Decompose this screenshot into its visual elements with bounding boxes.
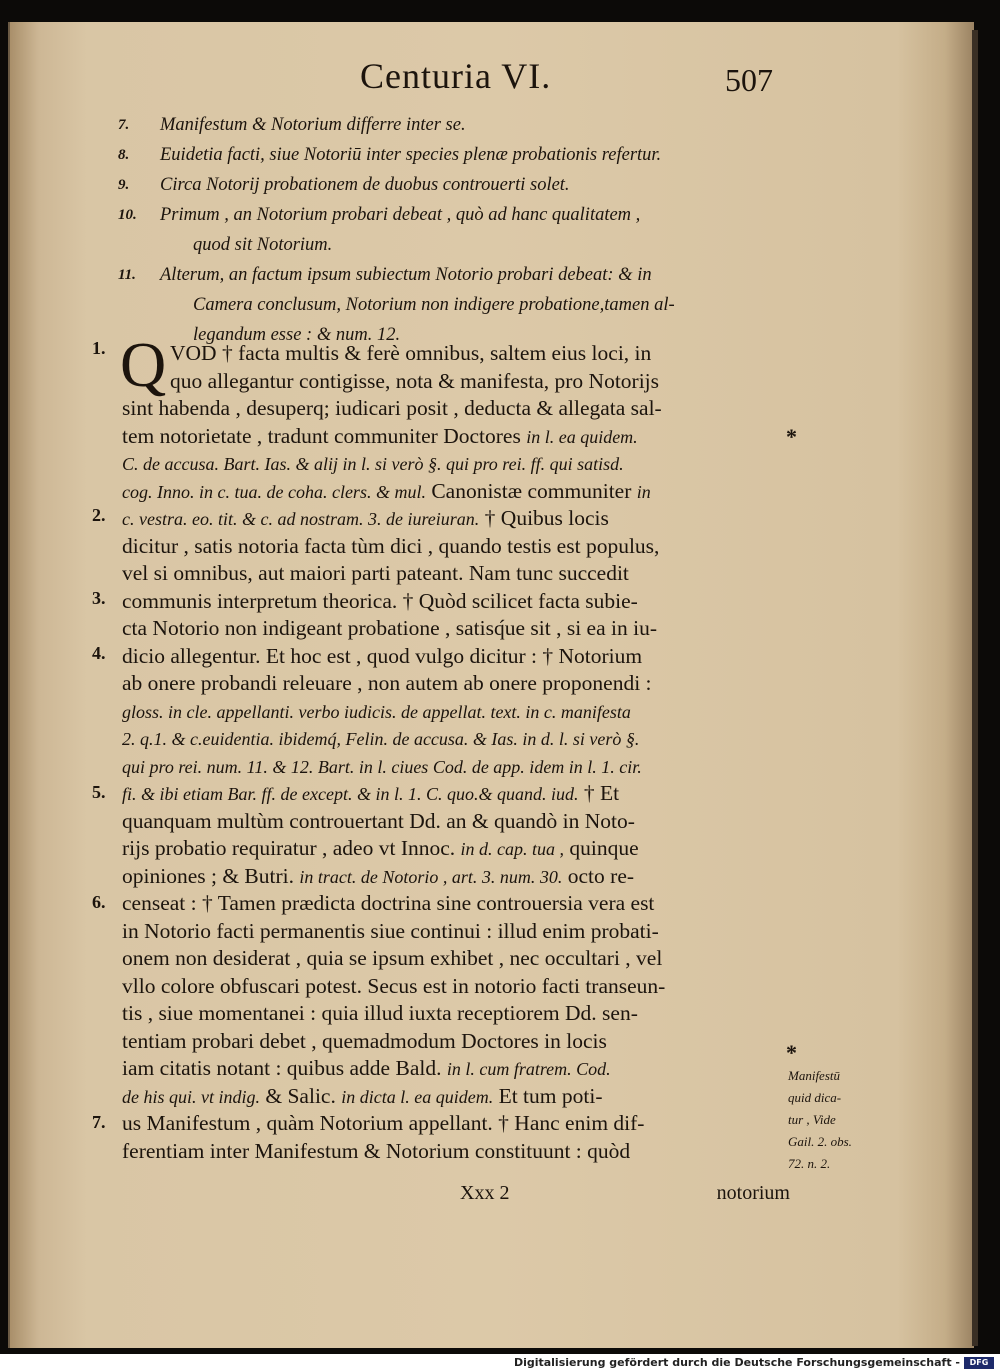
margin-number-6: 6. bbox=[92, 892, 106, 912]
roman-text: † Quibus locis bbox=[479, 506, 609, 530]
body-text bbox=[122, 340, 782, 1165]
marginal-note-line: tur , Vide bbox=[788, 1112, 836, 1127]
summary-number: 11. bbox=[118, 267, 136, 283]
summary-line: Manifestum & Notorium differre inter se. bbox=[160, 115, 466, 135]
italic-citation: qui pro rei. num. 11. & 12. Bart. in l. ciues Cod. de app. idem in l. 1. cir. bbox=[122, 756, 642, 777]
body-line bbox=[122, 560, 782, 588]
roman-text: Canonistæ communiter bbox=[425, 478, 637, 503]
summary-line: quod sit Notorium. bbox=[193, 235, 333, 255]
body-line bbox=[122, 835, 782, 863]
summary-line: Euidetia facti, siue Notoriū inter species plenæ probationis refertur. bbox=[160, 145, 662, 165]
body-line bbox=[122, 615, 782, 643]
marginal-note-line: quid dica- bbox=[788, 1090, 842, 1105]
roman-text: & Salic. bbox=[260, 1083, 342, 1108]
summary-item bbox=[118, 200, 798, 260]
margin-number-1: 1. bbox=[92, 338, 106, 358]
roman-text: ferentiam inter Manifestum & Notorium constituunt : quòd bbox=[122, 1138, 631, 1163]
italic-citation: gloss. in cle. appellanti. verbo iudicis. de appellat. text. in c. manifesta bbox=[122, 701, 631, 722]
body-line bbox=[122, 918, 782, 946]
summary-text bbox=[160, 110, 798, 140]
body-line bbox=[122, 753, 782, 781]
roman-text: us Manifestum , quàm Notorium appellant. † Hanc enim dif- bbox=[122, 1111, 645, 1135]
body-line bbox=[122, 1028, 782, 1056]
body-line bbox=[122, 423, 782, 451]
body-line bbox=[122, 863, 782, 891]
body-line bbox=[122, 478, 782, 506]
summary-item bbox=[118, 170, 798, 200]
running-head: Centuria VI. bbox=[360, 56, 552, 96]
drop-cap: Q bbox=[120, 329, 167, 400]
italic-citation: in bbox=[636, 481, 651, 502]
roman-text: quo allegantur contigisse, nota & manifesta, pro Notorijs bbox=[170, 368, 660, 393]
summary-text bbox=[160, 200, 798, 260]
body-line bbox=[122, 395, 782, 423]
roman-text: dicitur , satis notoria facta tùm dici , quando testis est populus, bbox=[122, 533, 660, 558]
roman-text: vllo colore obfuscari potest. Secus est in notorio facti transeun- bbox=[122, 973, 666, 998]
catchword: notorium bbox=[716, 1182, 790, 1204]
body-line bbox=[122, 725, 782, 753]
roman-text: tem notorietate , tradunt communiter Doctores bbox=[122, 423, 527, 448]
summary-text bbox=[160, 260, 798, 350]
summary-text bbox=[160, 170, 798, 200]
body-line bbox=[122, 340, 782, 368]
roman-text: quanquam multùm controuertant Dd. an & quandò in Noto- bbox=[122, 808, 635, 833]
funding-credit: Digitalisierung gefördert durch die Deutsche Forschungsgemeinschaft - bbox=[513, 1356, 960, 1369]
roman-text: Et tum poti- bbox=[493, 1083, 603, 1108]
body-line bbox=[122, 588, 782, 616]
italic-citation: in dicta l. ea quidem. bbox=[341, 1086, 494, 1107]
margin-number-5: 5. bbox=[92, 782, 106, 802]
chapter-summary bbox=[118, 110, 798, 350]
italic-citation: c. vestra. eo. tit. & c. ad nostram. 3. de iureiuran. bbox=[122, 509, 480, 529]
body-line bbox=[122, 670, 782, 698]
italic-citation: 2. q.1. & c.euidentia. ibidemq́, Felin. de accusa. & Ias. in d. l. si verò §. bbox=[122, 729, 640, 749]
roman-text: ab onere probandi releuare , non autem ab onere proponendi : bbox=[122, 671, 652, 695]
summary-item bbox=[118, 110, 798, 140]
summary-number: 10. bbox=[118, 207, 137, 223]
margin-number-3: 3. bbox=[92, 588, 106, 608]
roman-text: tis , siue momentanei : quia illud iuxta receptiorem Dd. sen- bbox=[122, 1001, 638, 1025]
roman-text: sint habenda , desuperq; iudicari posit , deducta & allegata sal- bbox=[122, 396, 662, 420]
italic-citation: fi. & ibi etiam Bar. ff. de except. & in l. 1. C. quo.& quand. iud. bbox=[122, 784, 579, 804]
page-edge bbox=[972, 30, 978, 1346]
roman-text: censeat : † Tamen prædicta doctrina sine controuersia vera est bbox=[122, 891, 655, 915]
roman-text: rijs probatio requiratur , adeo vt Innoc. bbox=[122, 836, 461, 860]
summary-line: Camera conclusum, Notorium non indigere probatione,tamen al- bbox=[193, 295, 675, 315]
summary-line: Alterum, an factum ipsum subiectum Notorio probari debeat: & in bbox=[160, 265, 652, 285]
body-line bbox=[122, 1110, 782, 1138]
margin-asterisk: * bbox=[786, 1040, 797, 1065]
body-line bbox=[122, 1000, 782, 1028]
summary-item bbox=[118, 260, 798, 350]
body-line bbox=[122, 945, 782, 973]
roman-text: dicio allegentur. Et hoc est , quod vulgo dicitur : † Notorium bbox=[122, 643, 643, 668]
roman-text: cta Notorio non indigeant probatione , satisq́ue sit , si ea in iu- bbox=[122, 616, 658, 640]
italic-citation: C. de accusa. Bart. Ias. & alij in l. si verò §. qui pro rei. ff. qui satisd. bbox=[122, 454, 624, 474]
body-line bbox=[122, 450, 782, 478]
marginal-note bbox=[788, 1065, 870, 1175]
body-line bbox=[122, 643, 782, 671]
roman-text: VOD † facta multis & ferè omnibus, saltem eius loci, in bbox=[170, 341, 652, 365]
body-line bbox=[122, 1138, 782, 1166]
body-line bbox=[122, 780, 782, 808]
body-line bbox=[122, 808, 782, 836]
digitization-footer bbox=[0, 1354, 1000, 1372]
roman-text: octo re- bbox=[562, 863, 635, 888]
summary-number: 9. bbox=[118, 177, 130, 193]
roman-text: quinque bbox=[564, 836, 639, 860]
margin-number-7: 7. bbox=[92, 1112, 106, 1132]
roman-text: tentiam probari debet , quemadmodum Doctores in locis bbox=[122, 1028, 607, 1053]
marginal-note-line: Gail. 2. obs. bbox=[788, 1134, 852, 1149]
body-line bbox=[122, 505, 782, 533]
summary-line: Primum , an Notorium probari debeat , quò ad hanc qualitatem , bbox=[160, 205, 641, 225]
margin-asterisk: * bbox=[786, 424, 797, 449]
body-line bbox=[122, 1055, 782, 1083]
marginal-note-line: 72. n. 2. bbox=[788, 1156, 831, 1171]
summary-number: 7. bbox=[118, 117, 130, 133]
dfg-logo-icon: DFG bbox=[964, 1357, 994, 1369]
italic-citation: in tract. de Notorio , art. 3. num. 30. bbox=[299, 866, 563, 887]
margin-number-4: 4. bbox=[92, 643, 106, 663]
body-line bbox=[122, 890, 782, 918]
margin-number-2: 2. bbox=[92, 505, 106, 525]
roman-text: onem non desiderat , quia se ipsum exhibet , nec occultari , vel bbox=[122, 946, 663, 970]
roman-text: in Notorio facti permanentis siue continui : illud enim probati- bbox=[122, 918, 659, 943]
italic-citation: in l. cum fratrem. Cod. bbox=[446, 1059, 611, 1079]
italic-citation: de his qui. vt indig. bbox=[122, 1086, 260, 1107]
body-line bbox=[122, 698, 782, 726]
body-line bbox=[122, 533, 782, 561]
roman-text: opiniones ; & Butri. bbox=[122, 863, 300, 888]
body-line bbox=[122, 1083, 782, 1111]
italic-citation: in l. ea quidem. bbox=[526, 426, 638, 447]
italic-citation: cog. Inno. in c. tua. de coha. clers. & mul. bbox=[122, 481, 426, 502]
signature-mark: Xxx 2 bbox=[460, 1182, 510, 1204]
summary-text bbox=[160, 140, 798, 170]
page-number: 507 bbox=[725, 62, 773, 98]
body-line bbox=[122, 973, 782, 1001]
summary-number: 8. bbox=[118, 147, 130, 163]
body-line bbox=[122, 368, 782, 396]
marginal-note-line: Manifestū bbox=[788, 1068, 840, 1083]
summary-line: legandum esse : & num. 12. bbox=[193, 325, 401, 345]
roman-text: iam citatis notant : quibus adde Bald. bbox=[122, 1056, 447, 1080]
summary-line: Circa Notorij probationem de duobus controuerti solet. bbox=[160, 175, 570, 195]
roman-text: † Et bbox=[578, 781, 620, 805]
roman-text: vel si omnibus, aut maiori parti pateant. Nam tunc succedit bbox=[122, 561, 629, 585]
italic-citation: in d. cap. tua , bbox=[460, 839, 565, 859]
summary-item bbox=[118, 140, 798, 170]
roman-text: communis interpretum theorica. † Quòd scilicet facta subie- bbox=[122, 588, 638, 613]
